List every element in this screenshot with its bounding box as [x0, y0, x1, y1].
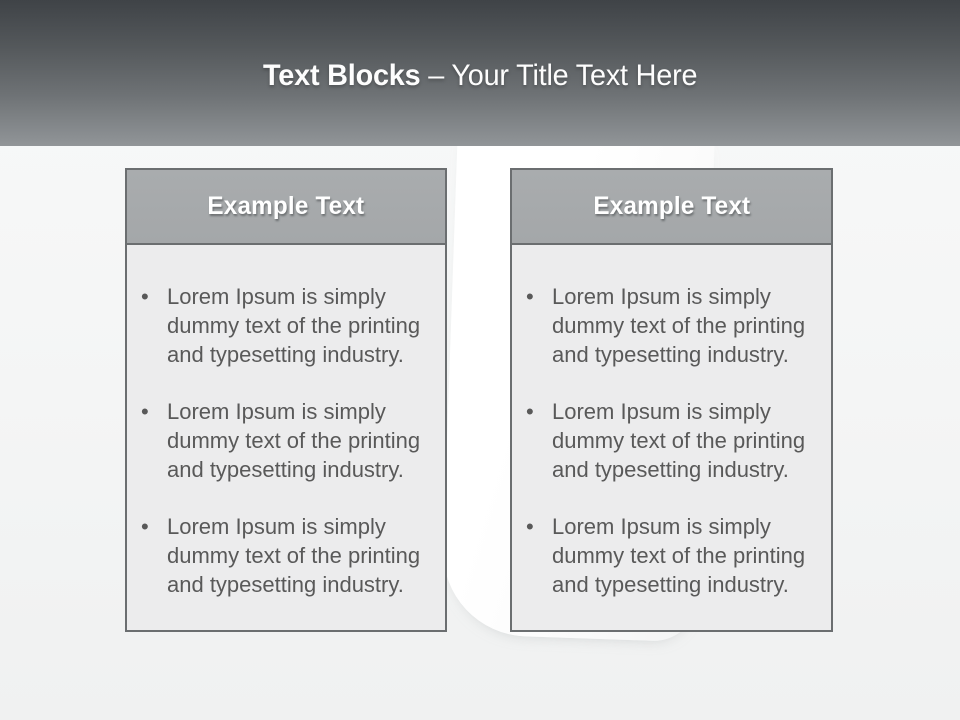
bullet-item: • Lorem Ipsum is simply dummy text of the printing and typesetting industry. — [524, 397, 825, 484]
bullet-item: • Lorem Ipsum is simply dummy text of the printing and typesetting industry. — [524, 512, 825, 599]
text-block-right-header-label: Example Text — [593, 192, 750, 220]
bullet-item: • Lorem Ipsum is simply dummy text of the printing and typesetting industry. — [139, 512, 439, 599]
slide-title-subtitle: Your Title Text Here — [451, 59, 698, 92]
bullet-item: • Lorem Ipsum is simply dummy text of the printing and typesetting industry. — [139, 282, 439, 369]
slide-title-keyword: Text Blocks — [262, 59, 421, 92]
title-band — [0, 0, 960, 146]
text-block-right-header — [512, 170, 831, 245]
text-block-right — [510, 168, 833, 632]
slide-title — [263, 53, 697, 93]
text-block-left-header — [127, 170, 445, 245]
text-block-left-header-label: Example Text — [207, 192, 365, 220]
bullet-item: • Lorem Ipsum is simply dummy text of the printing and typesetting industry. — [139, 397, 439, 484]
text-block-left-bullet-list — [127, 245, 445, 599]
bullet-item: • Lorem Ipsum is simply dummy text of the printing and typesetting industry. — [524, 282, 825, 369]
text-block-left — [125, 168, 447, 632]
slide-title-separator: – — [420, 59, 452, 92]
text-block-right-bullet-list — [512, 245, 831, 599]
